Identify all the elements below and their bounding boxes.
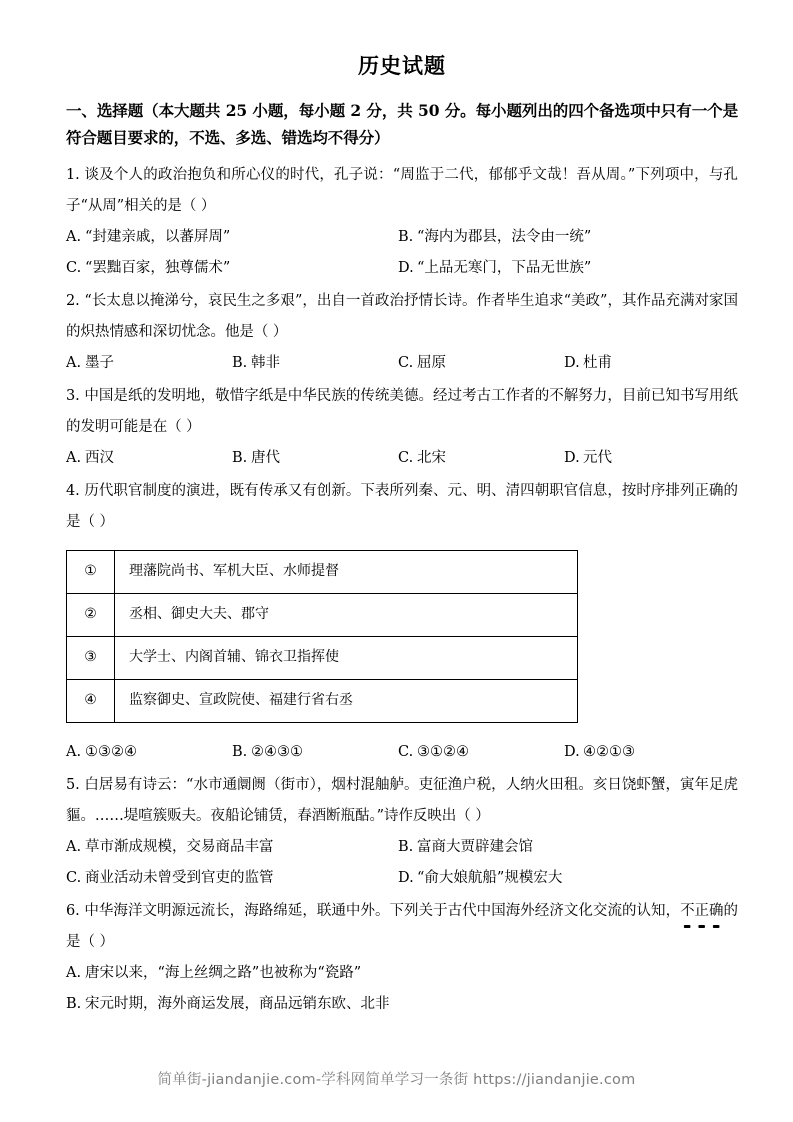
question-stem — [66, 896, 738, 958]
option-label: C. — [66, 869, 82, 886]
option-label: A. — [66, 743, 82, 760]
row-content: 理藩院尚书、军机大臣、水师提督 — [115, 550, 578, 593]
option-label: B. — [66, 995, 82, 1012]
option-b[interactable] — [232, 737, 398, 768]
question-1 — [66, 160, 738, 284]
option-c[interactable] — [66, 253, 398, 284]
section-heading: 一、选择题（本大题共 25 小题，每小题 2 分，共 50 分。每小题列出的四个备选项中只有一个是符合题目要求的，不选、多选、错选均不得分） — [66, 101, 738, 148]
question-stem: 5. 白居易有诗云：“水市通阛阓（街市），烟村混舳舻。吏征渔户税，人纳火田租。亥日饶虾蟹，寅年足虎貙。……堤喧簇贩夫。夜船论铺赁，春酒断瓶酤。”诗作反映出（ ） — [66, 776, 738, 824]
option-c[interactable] — [398, 443, 564, 474]
option-c[interactable] — [398, 348, 564, 379]
option-b[interactable] — [398, 832, 730, 863]
option-text: 北宋 — [417, 449, 446, 466]
option-a[interactable] — [66, 958, 738, 989]
row-content: 监察御史、宣政院使、福建行省右丞 — [115, 679, 578, 722]
option-d[interactable] — [564, 737, 730, 768]
option-list — [66, 832, 738, 894]
option-a[interactable] — [66, 737, 232, 768]
option-list — [66, 222, 738, 284]
option-d[interactable] — [398, 863, 730, 894]
option-label: C. — [398, 449, 414, 466]
option-d[interactable] — [564, 443, 730, 474]
question-2 — [66, 286, 738, 379]
option-text: ④②①③ — [583, 743, 635, 760]
option-text: ③①②④ — [417, 743, 469, 760]
option-text: ①③②④ — [85, 743, 137, 760]
table-row — [67, 636, 578, 679]
row-index: ① — [67, 550, 115, 593]
option-label: A. — [66, 838, 82, 855]
row-content: 大学士、内阁首辅、锦衣卫指挥使 — [115, 636, 578, 679]
option-b[interactable] — [398, 222, 730, 253]
option-text: 唐宋以来，“海上丝绸之路”也被称为“瓷路” — [85, 964, 362, 981]
option-list — [66, 443, 738, 474]
option-label: C. — [398, 354, 414, 371]
question-stem: 2. “长太息以掩涕兮，哀民生之多艰”，出自一首政治抒情长诗。作者毕生追求“美政”，其作品充满对家国的炽热情感和深切忧念。他是（ ） — [66, 292, 738, 340]
option-label: A. — [66, 354, 82, 371]
option-label: C. — [66, 259, 82, 276]
official-posts-table — [66, 550, 578, 723]
question-4 — [66, 476, 738, 768]
table-row — [67, 679, 578, 722]
option-label: D. — [564, 354, 580, 371]
option-label: D. — [564, 449, 580, 466]
stem-part-3: 的是（ ） — [66, 902, 738, 950]
option-label: B. — [398, 838, 414, 855]
stem-emphasis-not-correct: 不正确 — [680, 896, 723, 927]
option-text: 西汉 — [85, 449, 114, 466]
option-text: 墨子 — [85, 354, 114, 371]
option-label: D. — [564, 743, 580, 760]
option-text: 屈原 — [417, 354, 446, 371]
option-b[interactable] — [232, 443, 398, 474]
option-d[interactable] — [398, 253, 730, 284]
option-a[interactable] — [66, 348, 232, 379]
option-label: A. — [66, 228, 82, 245]
option-text: 唐代 — [251, 449, 280, 466]
table-row — [67, 593, 578, 636]
option-b[interactable] — [66, 989, 738, 1020]
row-index: ④ — [67, 679, 115, 722]
option-label: C. — [398, 743, 414, 760]
question-stem: 1. 谈及个人的政治抱负和所心仪的时代，孔子说：“周监于二代，郁郁乎文哉！吾从周。”下列项中，与孔子“从周”相关的是（ ） — [66, 166, 738, 214]
question-6 — [66, 896, 738, 1020]
option-label: B. — [232, 743, 248, 760]
option-text: ②④③① — [251, 743, 303, 760]
option-label: A. — [66, 449, 82, 466]
option-c[interactable] — [398, 737, 564, 768]
option-label: D. — [398, 869, 414, 886]
option-text: “封建亲戚，以蕃屏周” — [85, 228, 231, 245]
option-list — [66, 958, 738, 1020]
table-row — [67, 550, 578, 593]
row-index: ② — [67, 593, 115, 636]
stem-part-1: 6. 中华海洋文明源远流长，海路绵延，联通中外。下列关于古代中国海外经济文化交流的认知， — [66, 902, 681, 919]
option-a[interactable] — [66, 443, 232, 474]
option-a[interactable] — [66, 832, 398, 863]
page-title: 历史试题 — [358, 53, 446, 78]
option-list — [66, 737, 738, 768]
option-label: B. — [232, 449, 248, 466]
footer-watermark: 简单街-jiandanjie.com-学科网简单学习一条街 https://jiandanjie.com — [157, 1072, 636, 1088]
question-5 — [66, 770, 738, 894]
option-label: D. — [398, 259, 414, 276]
option-text: 商业活动未曾受到官吏的监管 — [85, 869, 274, 886]
option-label: B. — [232, 354, 248, 371]
question-stem: 3. 中国是纸的发明地，敬惜字纸是中华民族的传统美德。经过考古工作者的不解努力，目前已知书写用纸的发明可能是在（ ） — [66, 387, 738, 435]
question-3 — [66, 381, 738, 474]
option-text: 草市渐成规模，交易商品丰富 — [85, 838, 274, 855]
row-content: 丞相、御史大夫、郡守 — [115, 593, 578, 636]
option-text: “俞大娘航船”规模宏大 — [417, 869, 563, 886]
option-c[interactable] — [66, 863, 398, 894]
option-label: A. — [66, 964, 82, 981]
option-text: 宋元时期，海外商运发展，商品远销东欧、北非 — [85, 995, 390, 1012]
option-b[interactable] — [232, 348, 398, 379]
option-text: “罢黜百家，独尊儒术” — [85, 259, 231, 276]
option-d[interactable] — [564, 348, 730, 379]
page-content — [66, 52, 738, 1022]
option-list — [66, 348, 738, 379]
question-stem: 4. 历代职官制度的演进，既有传承又有创新。下表所列秦、元、明、清四朝职官信息，按时序排列正确的是（ ） — [66, 482, 738, 530]
option-text: “上品无寒门，下品无世族” — [417, 259, 592, 276]
row-index: ③ — [67, 636, 115, 679]
option-label: B. — [398, 228, 414, 245]
option-text: 杜甫 — [583, 354, 612, 371]
option-text: “海内为郡县，法令由一统” — [417, 228, 592, 245]
option-text: 韩非 — [251, 354, 280, 371]
option-text: 元代 — [583, 449, 612, 466]
option-text: 富商大贾辟建会馆 — [417, 838, 533, 855]
option-a[interactable] — [66, 222, 398, 253]
